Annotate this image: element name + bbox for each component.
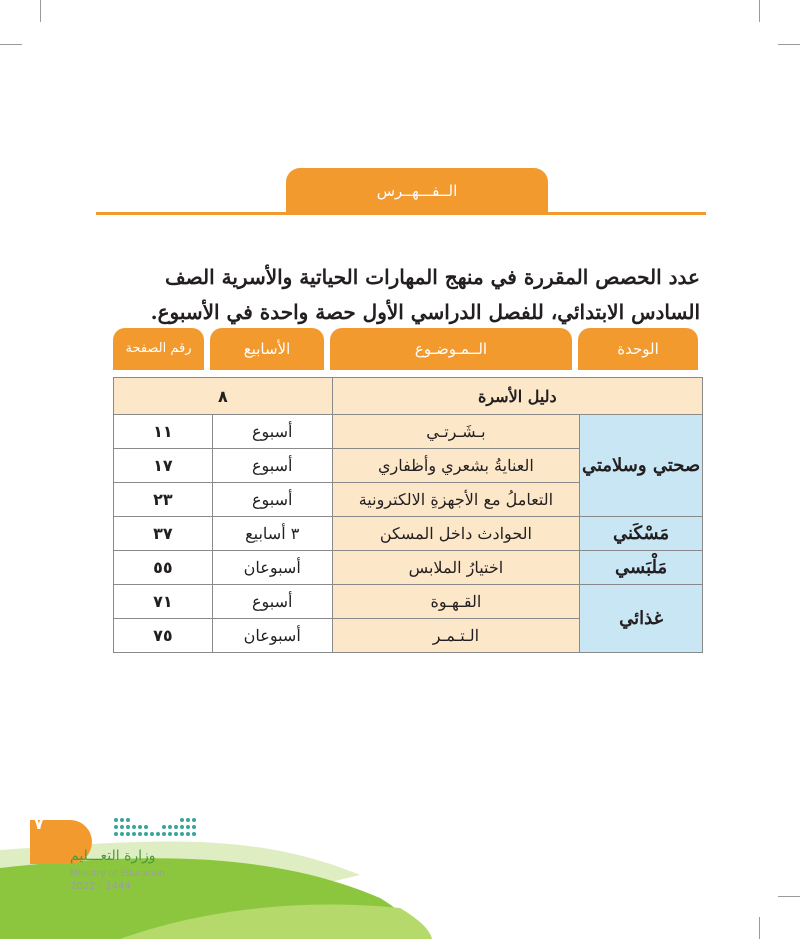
page-cell: ١٧	[114, 449, 213, 483]
crop-mark	[0, 44, 22, 45]
edition-year: 2022 - 1444	[70, 881, 131, 892]
weeks-cell: أسبوع	[212, 585, 332, 619]
topic-cell: القـهـوة	[332, 585, 580, 619]
col-header-topic: الــمـوضـوع	[330, 328, 572, 370]
table-row	[114, 415, 703, 449]
unit-cell: مَسْكَني	[580, 517, 703, 551]
unit-cell: صحتي وسلامتي	[580, 415, 703, 517]
topic-cell: بـشَـرتـي	[332, 415, 580, 449]
topic-cell: الحوادث داخل المسكن	[332, 517, 580, 551]
crop-mark	[759, 0, 760, 22]
unit-cell: مَلْبَسي	[580, 551, 703, 585]
table-row	[114, 551, 703, 585]
unit-cell: غذائي	[580, 585, 703, 653]
page-cell: ٧٥	[114, 619, 213, 653]
weeks-cell: ٣ أسابيع	[212, 517, 332, 551]
table-row	[114, 585, 703, 619]
crop-mark	[40, 0, 41, 22]
index-table	[113, 377, 703, 653]
ministry-name-arabic: وزارة التعـــليم	[70, 848, 156, 864]
page-cell: ٥٥	[114, 551, 213, 585]
ministry-name-english: Ministry of Education	[70, 869, 165, 879]
table-row	[114, 378, 703, 415]
header-rule	[96, 212, 706, 215]
col-header-unit: الوحدة	[578, 328, 698, 370]
weeks-cell: أسبوعان	[212, 619, 332, 653]
ministry-logo-icon	[110, 815, 200, 841]
page-number: ٧	[34, 814, 44, 833]
topic-cell: التعاملُ مع الأجهزةِ الالكترونية	[332, 483, 580, 517]
topic-cell: اختيارُ الملابس	[332, 551, 580, 585]
page-cell: ١١	[114, 415, 213, 449]
page-cell: ٢٣	[114, 483, 213, 517]
col-header-weeks: الأسابيع	[210, 328, 324, 370]
col-header-page: رقم الصفحة	[113, 328, 204, 370]
page-cell: ٣٧	[114, 517, 213, 551]
weeks-cell: أسبوعان	[212, 551, 332, 585]
guide-topic: دليل الأسرة	[332, 378, 702, 415]
page-cell: ٧١	[114, 585, 213, 619]
crop-mark	[778, 44, 800, 45]
topic-cell: العنايةُ بشعري وأظفاري	[332, 449, 580, 483]
intro-paragraph: عدد الحصص المقررة في منهج المهارات الحياتية والأسرية الصف السادس الابتدائي، للفصل الدراسي الأول حصة واحدة في الأسبوع.	[150, 265, 700, 324]
weeks-cell: أسبوع	[212, 415, 332, 449]
table-row	[114, 517, 703, 551]
guide-page: ٨	[114, 378, 333, 415]
weeks-cell: أسبوع	[212, 449, 332, 483]
topic-cell: الـتـمـر	[332, 619, 580, 653]
index-title: الــفـــهــرس	[286, 168, 548, 212]
weeks-cell: أسبوع	[212, 483, 332, 517]
